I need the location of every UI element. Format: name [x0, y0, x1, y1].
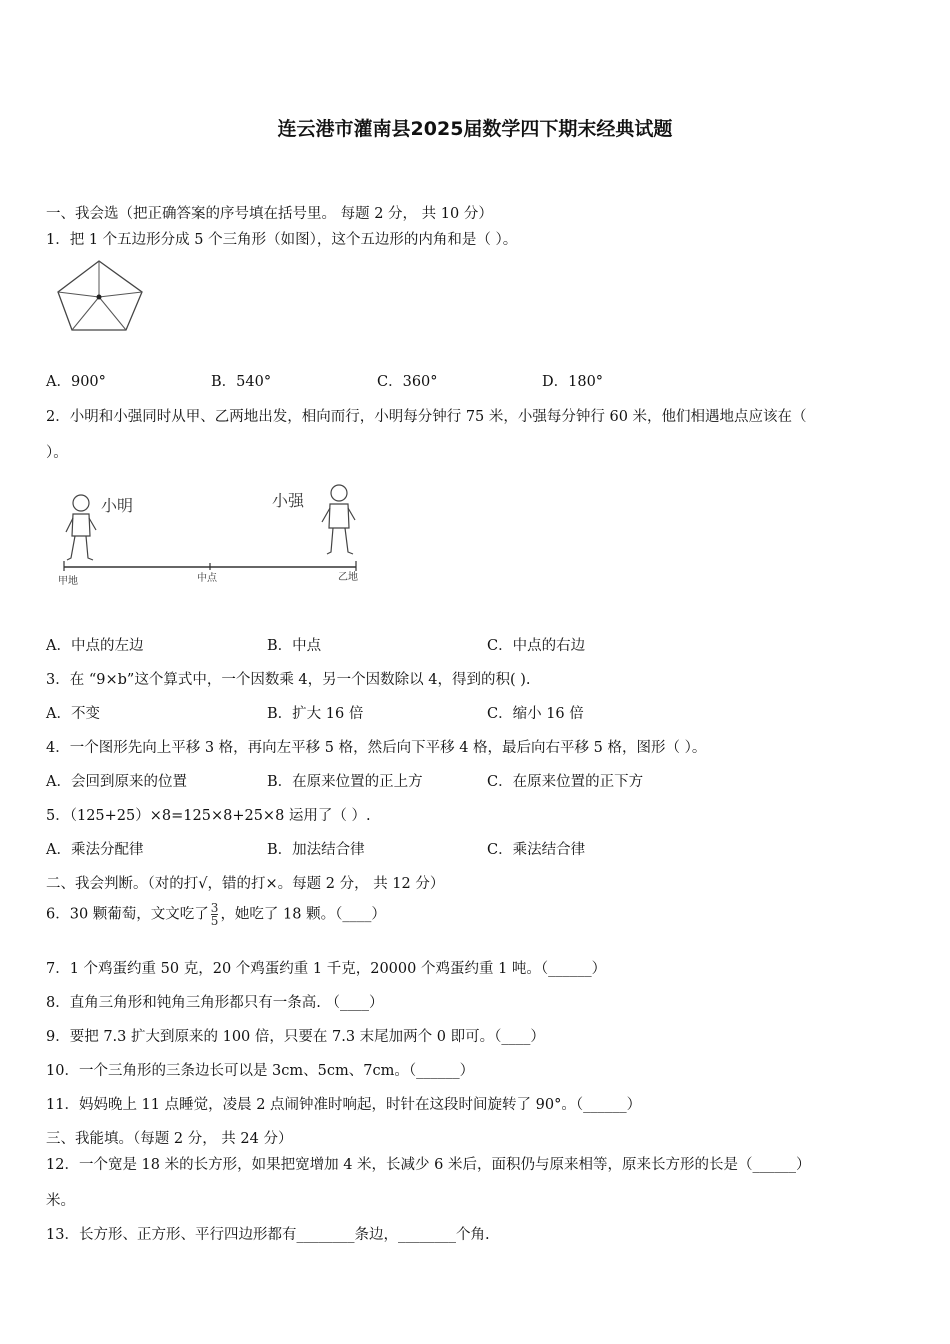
- question-9: 9．要把 7.3 扩大到原来的 100 倍，只要在 7.3 末尾加两个 0 即可。（____）: [46, 1029, 545, 1045]
- walking-figure: [56, 478, 376, 590]
- q3-option-a: A．不变: [46, 706, 100, 722]
- q3-option-b: B．扩大 16 倍: [267, 706, 364, 722]
- xiaoming-label: 小明: [101, 496, 134, 515]
- question-4: 4．一个图形先向上平移 3 格，再向左平移 5 格，然后向下平移 4 格，最后向右平移 5 格，图形（ ）。: [46, 740, 707, 756]
- section-3-heading: 三、我能填。（每题 2 分， 共 24 分）: [46, 1131, 293, 1147]
- end-label: 乙地: [338, 572, 358, 583]
- pentagon-center-dot: [97, 295, 102, 300]
- xiaoqiang-figure-icon: [322, 485, 355, 554]
- question-1: 1．把 1 个五边形分成 5 个三角形（如图），这个五边形的内角和是（ ）。: [46, 232, 518, 248]
- question-8: 8．直角三角形和钝角三角形都只有一条高. （____）: [46, 995, 384, 1011]
- question-2-line-2: ）。: [46, 445, 68, 461]
- q1-option-a: A．900°: [46, 374, 106, 390]
- start-label: 甲地: [58, 576, 78, 587]
- fraction-3-5: [211, 902, 219, 927]
- q2-option-a: A．中点的左边: [46, 638, 144, 654]
- q6-text-before: 6．30 颗葡萄，文文吃了: [46, 906, 209, 923]
- section-1-heading: 一、我会选（把正确答案的序号填在括号里。 每题 2 分， 共 10 分）: [46, 206, 493, 222]
- q3-option-c: C．缩小 16 倍: [487, 706, 584, 722]
- question-12-line-2: 米。: [46, 1193, 75, 1209]
- question-2-line-1: 2．小明和小强同时从甲、乙两地出发，相向而行，小明每分钟行 75 米，小强每分钟行 60 米，他们相遇地点应该在（: [46, 409, 807, 425]
- q4-option-a: A．会回到原来的位置: [46, 774, 187, 790]
- q4-option-c: C．在原来位置的正下方: [487, 774, 644, 790]
- question-7: 7．1 个鸡蛋约重 50 克，20 个鸡蛋约重 1 千克，20000 个鸡蛋约重 1 吨。（______）: [46, 961, 607, 977]
- q6-text-after: ，她吃了 18 颗。（____）: [220, 906, 386, 923]
- q1-option-c: C．360°: [377, 374, 438, 390]
- question-5: 5．（125+25）×8=125×8+25×8 运用了（ ）.: [46, 808, 371, 824]
- q1-option-d: D．180°: [542, 374, 604, 390]
- section-2-heading: 二、我会判断。（对的打√，错的打×。每题 2 分， 共 12 分）: [46, 876, 445, 892]
- fraction-numerator: 3: [210, 901, 219, 915]
- q1-option-b: B．540°: [211, 374, 272, 390]
- page-title: 连云港市灌南县2025届数学四下期末经典试题: [277, 118, 673, 140]
- question-6: [46, 902, 386, 927]
- q5-option-a: A．乘法分配律: [46, 842, 144, 858]
- q2-option-c: C．中点的右边: [487, 638, 586, 654]
- question-10: 10．一个三角形的三条边长可以是 3cm、5cm、7cm。（______）: [46, 1063, 475, 1079]
- midpoint-label: 中点: [197, 573, 217, 584]
- question-11: 11．妈妈晚上 11 点睡觉，凌晨 2 点闹钟准时响起，时针在这段时间旋转了 90°。（______）: [46, 1097, 642, 1113]
- q5-option-b: B．加法结合律: [267, 842, 365, 858]
- xiaoqiang-label: 小强: [272, 491, 305, 510]
- question-12-line-1: 12．一个宽是 18 米的长方形，如果把宽增加 4 米，长减少 6 米后，面积仍与原来相等，原来长方形的长是（______）: [46, 1157, 811, 1173]
- pentagon-figure: [56, 258, 146, 334]
- question-3: 3．在 “9×b”这个算式中，一个因数乘 4，另一个因数除以 4，得到的积( ).: [46, 672, 531, 688]
- question-13: 13．长方形、正方形、平行四边形都有________条边，________个角.: [46, 1227, 490, 1243]
- q4-option-b: B．在原来位置的正上方: [267, 774, 423, 790]
- q2-option-b: B．中点: [267, 638, 322, 654]
- fraction-denominator: 5: [210, 914, 219, 928]
- xiaoming-figure-icon: [66, 495, 96, 560]
- q5-option-c: C．乘法结合律: [487, 842, 586, 858]
